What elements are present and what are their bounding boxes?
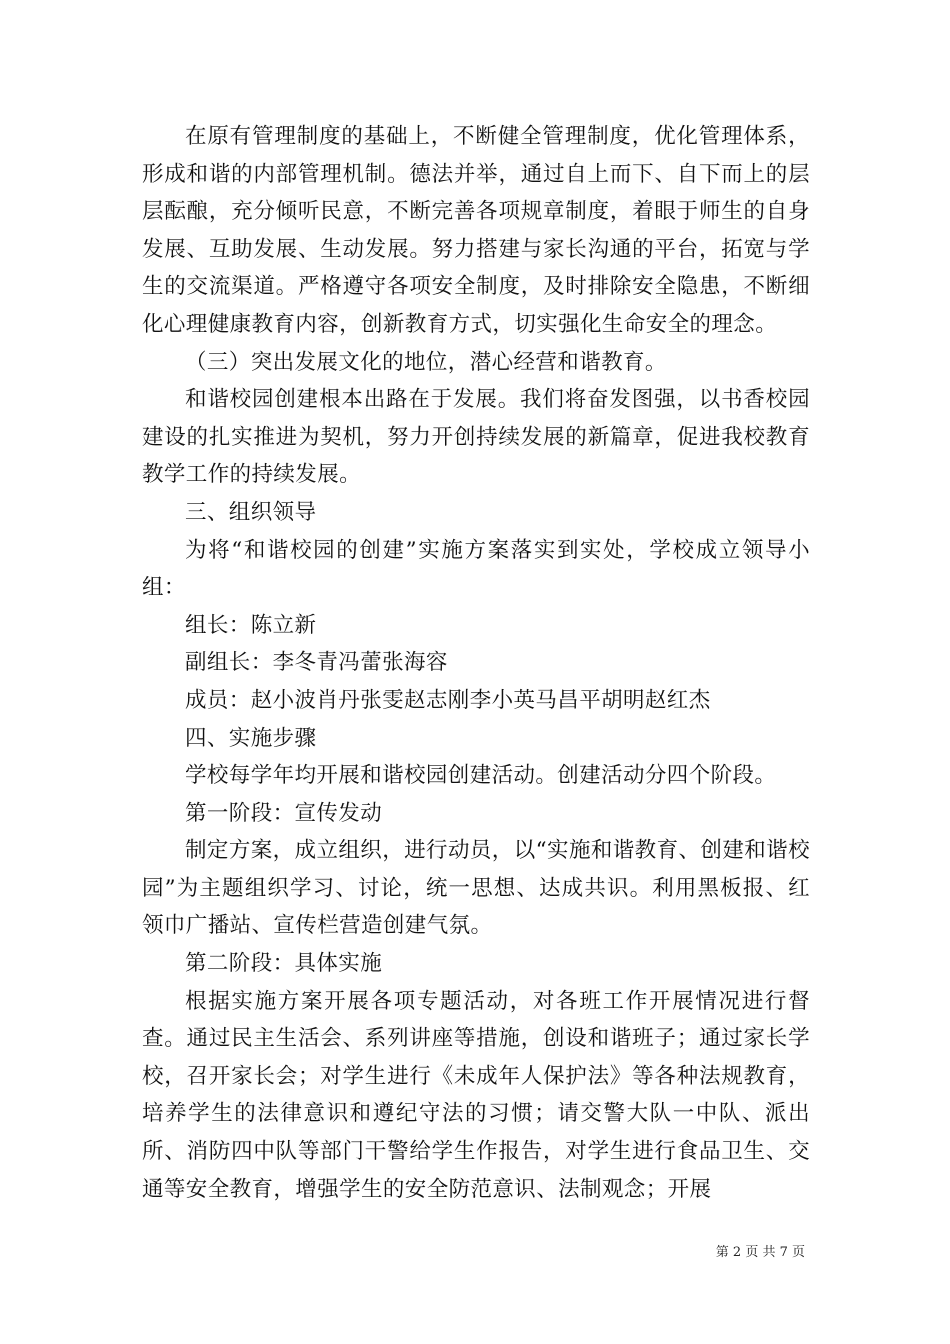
line-group-leader: 组长：陈立新 <box>185 612 317 638</box>
heading-phase-one: 第一阶段：宣传发动 <box>185 800 383 826</box>
heading-implementation-steps: 四、实施步骤 <box>185 725 317 751</box>
paragraph-management-system: 在原有管理制度的基础上，不断健全管理制度，优化管理体系，形成和谐的内部管理机制。德法并举，通过自上而下、自下而上的层层酝酿，充分倾听民意，不断完善各项规章制度，着眼于师生的自身发展、互助发展、生动发展。努力搭建与家长沟通的平台，拓宽与学生的交流渠道。严格遵守各项安全制度，及时排除安全隐患，不断细化心理健康教育内容，创新教育方式，切实强化生命安全的理念。 <box>142 124 810 337</box>
heading-phase-two: 第二阶段：具体实施 <box>185 951 383 977</box>
heading-organization-leadership: 三、组织领导 <box>185 499 317 525</box>
paragraph-phase-two: 根据实施方案开展各项专题活动，对各班工作开展情况进行督查。通过民主生活会、系列讲座等措施，创设和谐班子；通过家长学校，召开家长会；对学生进行《未成年人保护法》等各种法规教育，培养学生的法律意识和遵纪守法的习惯；请交警大队一中队、派出所、消防四中队等部门干警给学生作报告，对学生进行食品卫生、交通等安全教育，增强学生的安全防范意识、法制观念；开展 <box>142 988 810 1202</box>
paragraph-development: 和谐校园创建根本出路在于发展。我们将奋发图强，以书香校园建设的扎实推进为契机，努力开创持续发展的新篇章，促进我校教育教学工作的持续发展。 <box>142 387 810 488</box>
paragraph-annual-activity: 学校每学年均开展和谐校园创建活动。创建活动分四个阶段。 <box>185 763 777 789</box>
line-members: 成员：赵小波肖丹张雯赵志刚李小英马昌平胡明赵红杰 <box>185 687 711 713</box>
page-number: 第 2 页 共 7 页 <box>715 1245 805 1260</box>
line-deputy-leaders: 副组长：李冬青冯蕾张海容 <box>185 650 448 676</box>
document-body <box>142 118 810 1208</box>
paragraph-phase-one: 制定方案，成立组织，进行动员，以“实施和谐教育、创建和谐校园”为主题组织学习、讨论，统一思想、达成共识。利用黑板报、红领巾广播站、宣传栏营造创建气氛。 <box>142 838 810 939</box>
paragraph-section-three-heading: （三）突出发展文化的地位，潜心经营和谐教育。 <box>185 349 667 375</box>
paragraph-leadership-group: 为将“和谐校园的创建”实施方案落实到实处，学校成立领导小组： <box>142 537 810 601</box>
